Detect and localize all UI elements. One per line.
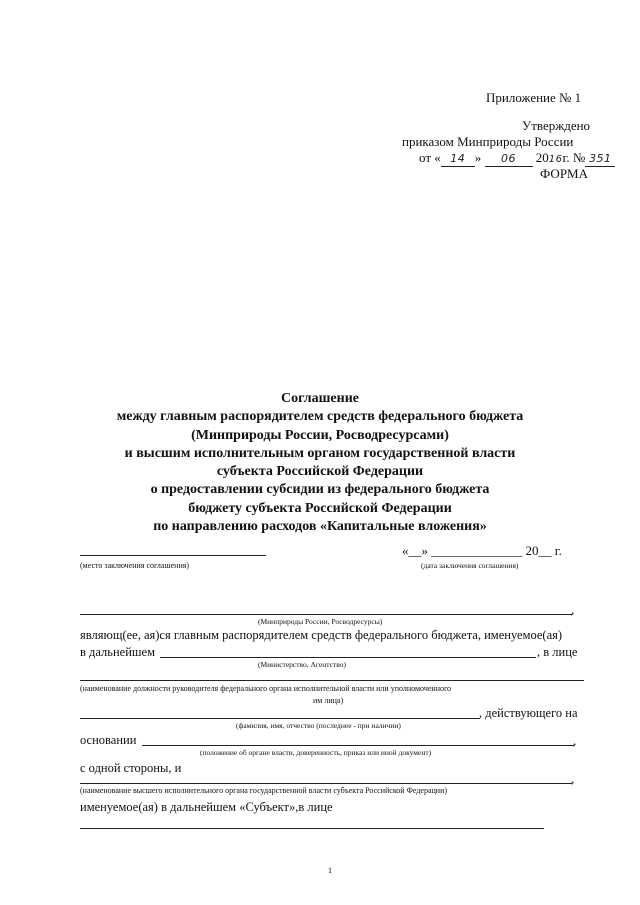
order-year-handwritten: 16 [548, 154, 563, 165]
represented-by-label: , в лице [537, 645, 578, 659]
title-line: и высшим исполнительным органом государственной власти [124, 445, 516, 461]
year-prefix: 20 [535, 150, 549, 165]
subject-representative-line [80, 828, 544, 829]
date-caption: (дата заключения соглашения) [421, 561, 519, 570]
highest-body-caption: (наименование высшего исполнительного органа государственной власти субъекта Российской Федерации) [80, 786, 448, 795]
order-number [585, 150, 615, 167]
title-line: по направлению расходов «Капитальные вложения» [153, 519, 487, 535]
appendix-label: Приложение № 1 [486, 90, 582, 105]
paragraph-line-1: являющ(ее, ая)ся главным распорядителем средств федерального бюджета, именуемое(ая) [80, 628, 563, 642]
order-day-handwritten: 14 [450, 152, 466, 165]
date-blank: «__» ______________ 20__ г. [402, 543, 562, 558]
place-caption: (место заключения соглашения) [80, 561, 190, 570]
year-end: г. № [562, 150, 586, 165]
ministry-field-line [80, 614, 572, 615]
order-day [441, 150, 475, 167]
title-line: о предоставлении субсидии из федерального бюджета [150, 482, 490, 498]
order-number-handwritten: 351 [589, 152, 612, 165]
title-line: субъекта Российской Федерации [216, 464, 424, 480]
acting-label: , действующего на [479, 706, 578, 720]
comma: , [573, 733, 577, 748]
position-field-line [80, 680, 584, 681]
order-month-handwritten: 06 [501, 152, 517, 165]
subject-line: именуемое(ая) в дальнейшем «Субъект»,в лице [80, 800, 333, 814]
order-label: приказом Минприроды России [402, 134, 574, 149]
title-line: Соглашение [281, 391, 359, 406]
fio-caption: (фамилия, имя, отчество (последнее - при наличии) [236, 721, 401, 730]
agency-field-line [160, 657, 536, 658]
title-line: между главным распорядителем средств федерального бюджета [116, 409, 524, 425]
date-prefix: от « [419, 150, 441, 165]
basis-field-line [142, 745, 574, 746]
position-caption-1: (наименование должности руководителя федерального органа исполнительной власти или уполномоченного [80, 684, 452, 693]
one-side-label: с одной стороны, и [80, 761, 182, 775]
form-label: ФОРМА [540, 166, 588, 181]
in-further-label: в дальнейшем [80, 645, 155, 659]
fio-field-line [80, 718, 480, 719]
order-month [485, 150, 533, 167]
basis-caption: (положение об органе власти, доверенность, приказ или иной документ) [200, 748, 432, 757]
comma: , [571, 771, 575, 786]
title-line: бюджету субъекта Российской Федерации [188, 500, 452, 516]
highest-body-field-line [80, 783, 572, 784]
ministry-caption: (Минприроды России, Росводресурсы) [258, 617, 383, 626]
page-number: 1 [328, 866, 332, 875]
order-date-number: от « 14 » 06 2016г. № 351 [419, 150, 615, 167]
agency-caption: (Министерство, Агентство) [258, 660, 346, 669]
basis-label: основании [80, 733, 137, 747]
approved-label: Утверждено [522, 118, 591, 133]
comma: , [571, 602, 575, 617]
position-caption-2: им лица) [313, 696, 344, 705]
agreement-title [80, 390, 560, 536]
place-field-line [80, 555, 266, 556]
title-line: (Минприроды России, Росводресурсами) [191, 427, 449, 443]
